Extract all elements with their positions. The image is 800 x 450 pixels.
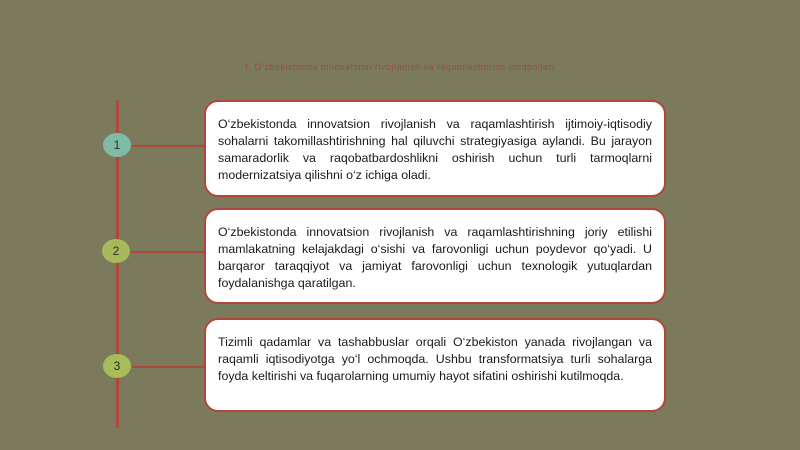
step-circle-2 <box>102 239 130 263</box>
connector-1 <box>132 145 206 147</box>
step-circle-1 <box>103 133 131 157</box>
content-card-1 <box>204 100 666 197</box>
step-number: 2 <box>112 244 120 258</box>
card-text: O‘zbekistonda innovatsion rivojlanish va raqamlashtirishning joriy etilishi mamlakatning kelajakdagi o‘sishi va farovonligi uchun poydevor qo‘yadi. U barqaror taraqqiyot va jamiyat farovonligi uchun texnologik yutuqlardan foydalanishga qaratilgan. <box>218 225 652 290</box>
step-number: 1 <box>113 138 121 152</box>
step-number: 3 <box>113 359 121 373</box>
connector-3 <box>132 366 206 368</box>
card-text: Tizimli qadamlar va tashabbuslar orqali O‘zbekiston yanada rivojlangan va raqamli iqtisodiyotga yo‘l ochmoqda. Ushbu transformatsiya turli sohalarga foyda keltirishi va fuqarolarning umumiy hayot sifatini oshirishi kutilmoqda. <box>218 335 652 383</box>
card-text: O‘zbekistonda innovatsion rivojlanish va raqamlashtirish ijtimoiy-iqtisodiy sohalarni takomillashtirishning hal qiluvchi strategiyasiga aylandi. Bu jarayon samaradorlik va raqobatbardoshlikni oshirish uchun turli tarmoqlarni modernizatsiya qilishni o‘z ichiga oladi. <box>218 117 652 182</box>
step-circle-3 <box>103 354 131 378</box>
content-card-3 <box>204 318 666 412</box>
slide-title: I. O‘zbekistonda innovatsion rivojlanish va raqamlashtirish istiqbollari <box>245 62 555 72</box>
connector-2 <box>130 251 206 253</box>
content-card-2 <box>204 208 666 304</box>
